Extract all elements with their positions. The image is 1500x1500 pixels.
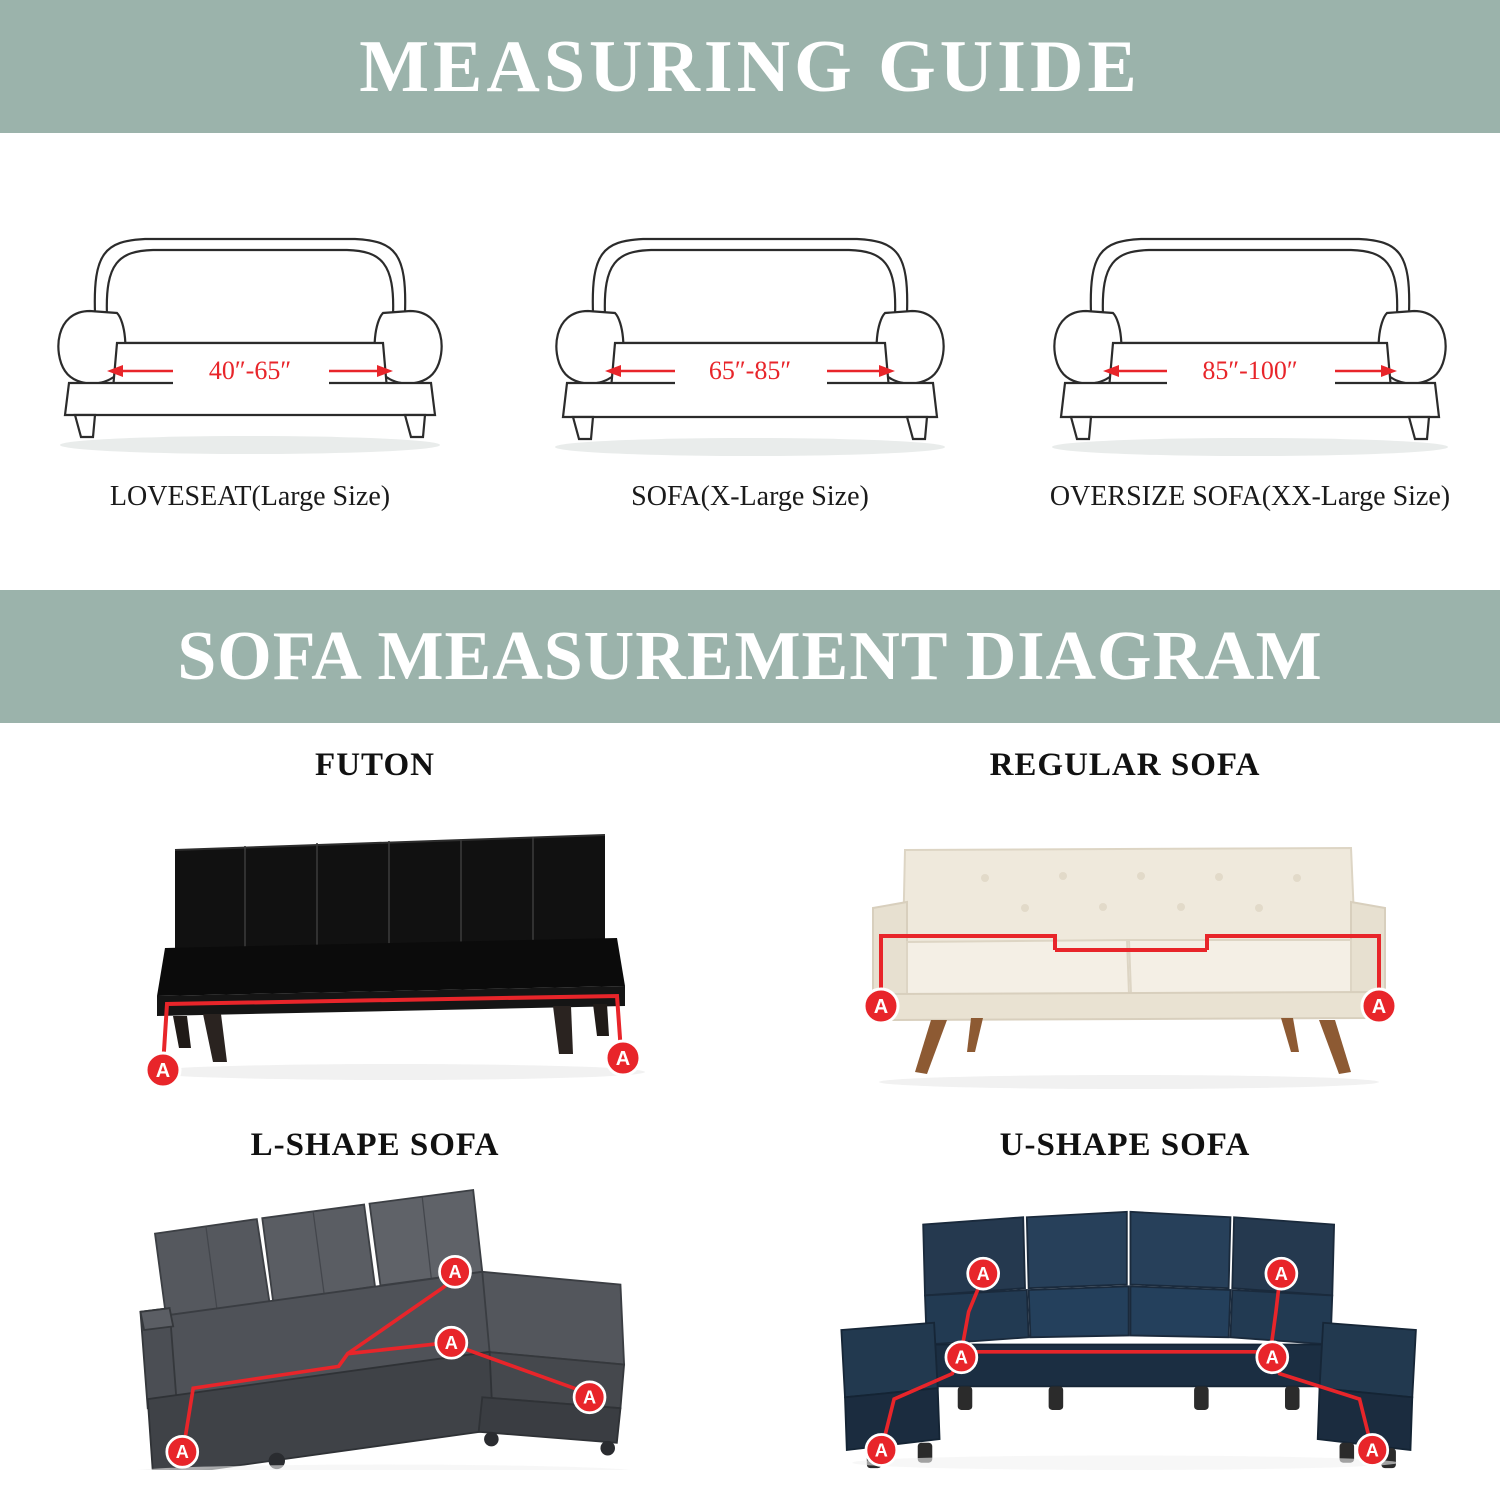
loveseat-dimension: 40″-65″ bbox=[208, 355, 292, 385]
sofa-dimension: 65″-85″ bbox=[708, 355, 792, 385]
regular-sofa-label: REGULAR SOFA bbox=[989, 747, 1261, 783]
sofa-measurement-banner bbox=[0, 590, 1500, 723]
ushape-marker-a-5: A bbox=[1274, 1264, 1288, 1284]
lshape-sofa-illustration bbox=[45, 1170, 705, 1470]
lshape-sofa-label: L-SHAPE SOFA bbox=[250, 1127, 500, 1163]
futon-illustration bbox=[45, 790, 705, 1090]
ushape-sofa-label: U-SHAPE SOFA bbox=[999, 1127, 1251, 1163]
loveseat-illustration bbox=[35, 193, 465, 463]
ushape-marker-a-3: A bbox=[976, 1264, 990, 1284]
sofa-measurement-title: SOFA MEASUREMENT DIAGRAM bbox=[177, 617, 1323, 695]
futon-marker-a-left: A bbox=[155, 1060, 171, 1082]
oversize-sofa-dimension: 85″-100″ bbox=[1202, 355, 1298, 385]
measuring-guide-banner bbox=[0, 0, 1500, 133]
sofa-measurement-grid bbox=[0, 723, 1500, 1483]
sofa-illustration bbox=[535, 193, 965, 463]
guide-item-loveseat bbox=[0, 193, 500, 590]
lshape-marker-a-3: A bbox=[448, 1262, 462, 1283]
regular-sofa-marker-a-right: A bbox=[1371, 996, 1387, 1018]
ushape-marker-a-2: A bbox=[954, 1347, 968, 1368]
ushape-sofa-illustration bbox=[795, 1170, 1455, 1470]
ushape-marker-a-1: A bbox=[874, 1440, 888, 1461]
ushape-marker-a-6: A bbox=[1365, 1440, 1379, 1461]
diagram-item-ushape-sofa bbox=[750, 1103, 1500, 1483]
guide-item-oversize-sofa bbox=[1000, 193, 1500, 590]
futon-label: FUTON bbox=[315, 747, 435, 783]
measuring-guide-row bbox=[0, 133, 1500, 590]
regular-sofa-illustration bbox=[795, 790, 1455, 1090]
futon-marker-a-right: A bbox=[615, 1048, 631, 1070]
loveseat-caption: LOVESEAT(Large Size) bbox=[109, 481, 391, 512]
measuring-guide-title: MEASURING GUIDE bbox=[359, 25, 1141, 108]
oversize-sofa-illustration bbox=[1035, 193, 1465, 463]
sofa-caption: SOFA(X-Large Size) bbox=[631, 481, 869, 512]
lshape-marker-a-1: A bbox=[175, 1442, 189, 1463]
oversize-sofa-caption: OVERSIZE SOFA(XX-Large Size) bbox=[1049, 481, 1451, 512]
ushape-marker-a-4: A bbox=[1265, 1347, 1279, 1368]
diagram-item-futon bbox=[0, 723, 750, 1103]
lshape-marker-a-4: A bbox=[582, 1387, 597, 1408]
diagram-item-regular-sofa bbox=[750, 723, 1500, 1103]
guide-item-sofa bbox=[500, 193, 1000, 590]
lshape-marker-a-2: A bbox=[444, 1333, 458, 1354]
diagram-item-lshape-sofa bbox=[0, 1103, 750, 1483]
regular-sofa-marker-a-left: A bbox=[873, 996, 889, 1018]
